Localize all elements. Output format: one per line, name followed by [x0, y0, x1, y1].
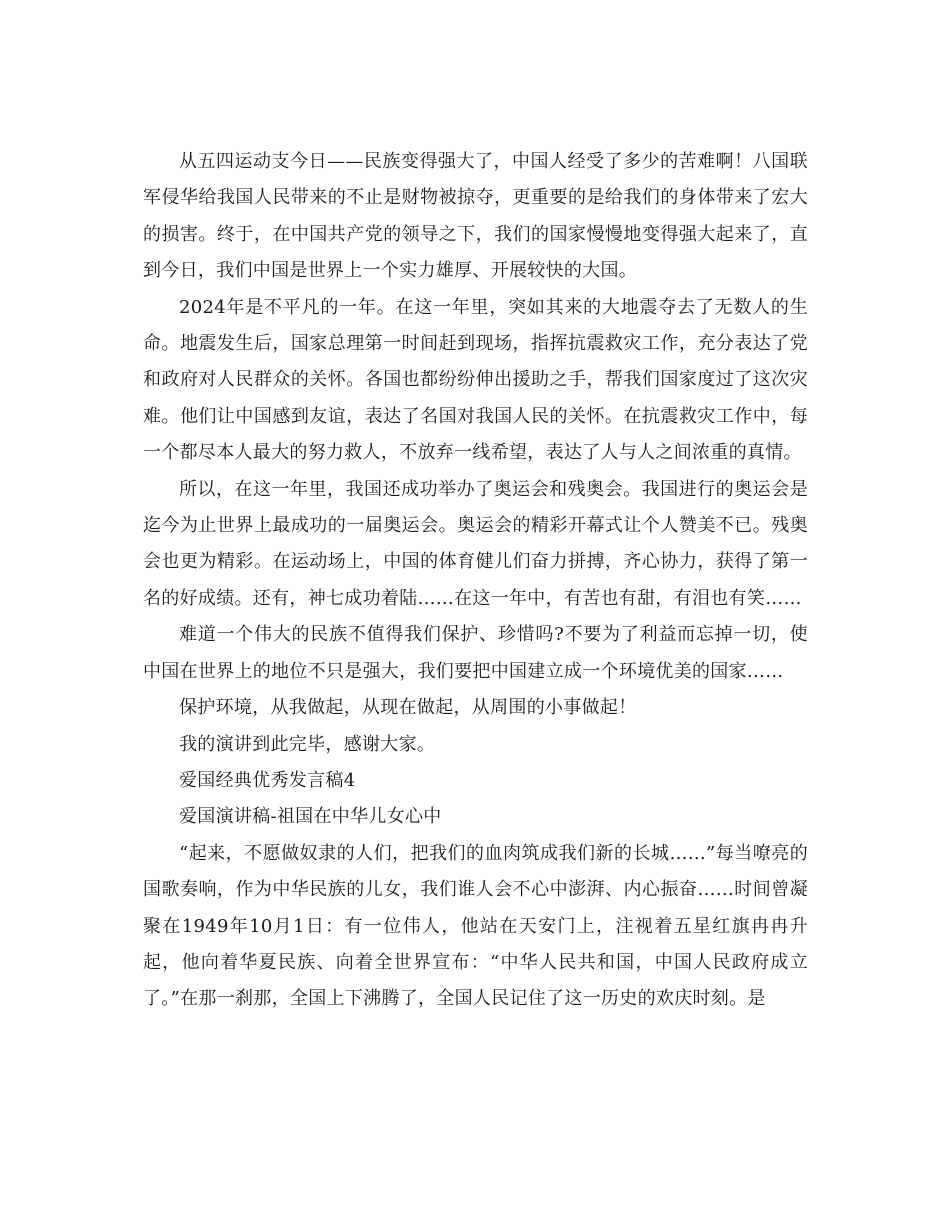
- paragraph-anthem: “起来，不愿做奴隶的人们，把我们的血肉筑成我们新的长城……”每当嘹亮的国歌奏响，作为中华民族的儿女，我们谁人会不心中澎湃、内心振奋……时间曾凝聚在1949年10月1日：有一位伟人，他站在天安门上，注视着五星红旗冉冉升起，他向着华夏民族、向着全世界宣布：“中华人民共和国，中国人民政府成立了。”在那一刹那，全国上下沸腾了，全国人民记住了这一历史的欢庆时刻。是: [143, 842, 808, 1010]
- paragraph-closing: 我的演讲到此完毕，感谢大家。: [179, 733, 436, 755]
- paragraph-environment: 难道一个伟大的民族不值得我们保护、珍惜吗?不要为了利益而忘掉一切，使中国在世界上的地位不只是强大，我们要把中国建立成一个环境优美的国家……: [143, 624, 808, 682]
- paragraph-olympics: 所以，在这一年里，我国还成功举办了奥运会和残奥会。我国进行的奥运会是迄今为止世界上最成功的一届奥运会。奥运会的精彩开幕式让个人赞美不已。残奥会也更为精彩。在运动场上，中国的体育健儿们奋力拼搏，齐心协力，获得了第一名的好成绩。还有，神七成功着陆……在这一年中，有苦也有甜，有泪也有笑……: [143, 478, 808, 609]
- paragraph-earthquake: 2024年是不平凡的一年。在这一年里，突如其来的大地震夺去了无数人的生命。地震发生后，国家总理第一时间赶到现场，指挥抗震救灾工作，充分表达了党和政府对人民群众的关怀。各国也都纷纷伸出援助之手，帮我们国家度过了这次灾难。他们让中国感到友谊，表达了名国对我国人民的关怀。在抗震救灾工作中，每一个都尽本人最大的努力救人，不放弃一线希望，表达了人与人之间浓重的真情。: [143, 296, 808, 464]
- document-body: [143, 144, 808, 1018]
- paragraph-history: 从五四运动支今日——民族变得强大了，中国人经受了多少的苦难啊！八国联军侵华给我国人民带来的不止是财物被掠夺，更重要的是给我们的身体带来了宏大的损害。终于，在中国共产党的领导之下，我们的国家慢慢地变得强大起来了，直到今日，我们中国是世界上一个实力雄厚、开展较快的大国。: [143, 151, 808, 282]
- speech-title: 爱国演讲稿-祖国在中华儿女心中: [179, 806, 442, 828]
- section-heading: 爱国经典优秀发言稿4: [179, 769, 356, 791]
- paragraph-slogan: 保护环境，从我做起，从现在做起，从周围的小事做起！: [179, 697, 637, 719]
